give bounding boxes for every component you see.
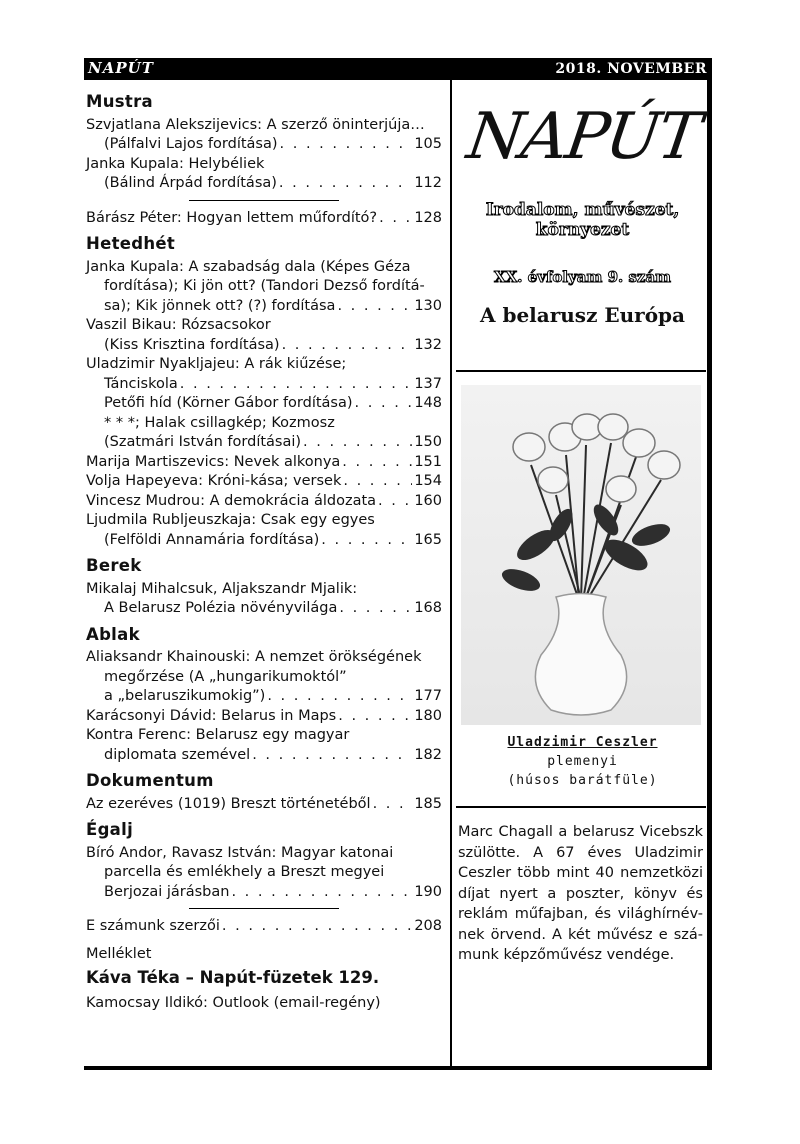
page-number: 130 [414, 297, 442, 314]
section-ablak: Ablak [86, 624, 140, 644]
page-number: 151 [414, 453, 442, 470]
toc-entry[interactable]: Janka Kupala: A szabadság dala (Képes Géza fordítása); Ki jön ott? (Tandori Dezső fordítá- sa); Kik jönnek ott? (?) fordítása . . . 130 [86, 258, 442, 317]
toc-entry[interactable]: Mikalaj Mihalcsuk, Aljakszandr Mjalik: A Belarusz Polézia növényvilága . . . 168 [86, 580, 442, 619]
artwork-subtitle: (húsos barátfüle) [507, 773, 658, 788]
page-number: 208 [414, 918, 442, 934]
rule-lower [456, 806, 706, 808]
section-berek: Berek [86, 556, 142, 575]
toc-entry[interactable]: Bíró Andor, Ravasz István: Magyar katonai parcella és emlékhely a Breszt megyei Berjozai járásban . . . 190 [86, 844, 442, 903]
toc-entry[interactable]: Petőfi híd (Körner Gábor fordítása) . . . 148 [86, 394, 442, 414]
toc-entry[interactable]: E számunk szerzői . . . 208 [86, 917, 442, 937]
supplement-title: Káva Téka – Napút-füzetek 129. [86, 968, 380, 987]
section-mustra: Mustra [86, 92, 153, 111]
separator [189, 908, 339, 909]
page-number: 128 [414, 209, 442, 226]
issue-number: XX. évfolyam 9. szám [493, 268, 672, 286]
toc-entry[interactable]: Karácsonyi Dávid: Belarus in Maps . . . 180 [86, 707, 442, 727]
page-number: 160 [414, 492, 442, 509]
page-number: 177 [414, 688, 442, 704]
page-number: 112 [414, 175, 442, 191]
toc-entry[interactable]: Vincesz Mudrou: A demokrácia áldozata . . . 160 [86, 492, 442, 512]
section-dokumentum: Dokumentum [86, 771, 214, 790]
page-number: 105 [414, 136, 442, 152]
page-number: 182 [414, 746, 442, 763]
artist-name: Uladzimir Ceszler [507, 735, 658, 750]
section-hetedhet: Hetedhét [86, 234, 176, 253]
toc-entry[interactable]: Marija Martiszevics: Nevek alkonya . . . 151 [86, 453, 442, 473]
rose-vase-illustration [461, 385, 701, 725]
toc-entry[interactable]: Az ezeréves (1019) Breszt történetéből . . . 185 [86, 795, 442, 815]
page-number: 137 [414, 375, 442, 392]
toc-entry[interactable]: * * *; Halak csillagkép; Kozmosz (Szatmári István fordításai) . . . 150 [86, 414, 442, 453]
toc-entry[interactable]: Volja Hapeyeva: Króni-kása; versek . . . 154 [86, 472, 442, 492]
naput-logo: NAPÚT [462, 100, 704, 174]
toc-entry[interactable]: Szvjatlana Alekszijevics: A szerző öninterjúja… (Pálfalvi Lajos fordítása) . . . 105 [86, 116, 442, 155]
artwork-caption [460, 733, 705, 790]
page-number: 180 [414, 707, 442, 724]
header-brand: NAPÚT [88, 59, 154, 77]
section-egalj: Égalj [86, 820, 134, 839]
frame-bottom-border [84, 1066, 712, 1070]
artwork-title: plemenyi [547, 754, 618, 769]
page-number: 150 [414, 434, 442, 450]
artist-blurb: Marc Chagall a belarusz Vicebszk szülötte. A 67 éves Uladzimir Ceszler több mint 40 nemzetközi díjat nyert a poszter, könyv és reklám műfajban, és világhírnév-nek örvend. A két művész e szá-munk képzőművész vendége. [458, 824, 703, 963]
page-number: 185 [414, 795, 442, 812]
separator [189, 200, 339, 201]
page-number: 154 [414, 473, 442, 489]
page-number: 132 [414, 336, 442, 353]
page-number: 165 [414, 531, 442, 548]
page-number: 168 [414, 600, 442, 616]
toc-entry[interactable]: Janka Kupala: Helybéliek (Bálind Árpád fordítása) . . . 112 [86, 155, 442, 194]
toc-entry[interactable]: Aliaksandr Khainouski: A nemzet örökségének megőrzése (A „hungarikumoktól” a „belaruszikumokig”) . . . 177 [86, 648, 442, 707]
cover-artwork [461, 385, 701, 725]
header-date: 2018. NOVEMBER [555, 61, 707, 77]
toc-entry[interactable]: Ljudmila Rubljeuszkaja: Csak egy egyes (Felföldi Annamária fordítása) . . . 165 [86, 511, 442, 550]
issue-theme: A belarusz Európa [479, 303, 685, 327]
supplement-entry[interactable]: Kamocsay Ildikó: Outlook (email-regény) [86, 994, 381, 1011]
page-number: 190 [414, 883, 442, 900]
page-number: 148 [414, 395, 442, 411]
rule-upper [456, 370, 706, 372]
supplement-label: Melléklet [86, 945, 152, 962]
column-divider [450, 80, 452, 1066]
toc-entry[interactable]: Bárász Péter: Hogyan lettem műfordító? . . . 128 [86, 209, 442, 229]
toc-entry[interactable]: Uladzimir Nyakljajeu: A rák kiűzése; Tánciskola . . . 137 [86, 355, 442, 394]
masthead-subtitle: Irodalom, művészet, környezet [485, 200, 680, 240]
frame-right-border [707, 58, 712, 1070]
toc-entry[interactable]: Vaszil Bikau: Rózsacsokor (Kiss Krisztina fordítása) . . . 132 [86, 316, 442, 355]
table-of-contents [86, 90, 442, 1013]
toc-entry[interactable]: Kontra Ferenc: Belarusz egy magyar diplomata szemével . . . 182 [86, 726, 442, 765]
